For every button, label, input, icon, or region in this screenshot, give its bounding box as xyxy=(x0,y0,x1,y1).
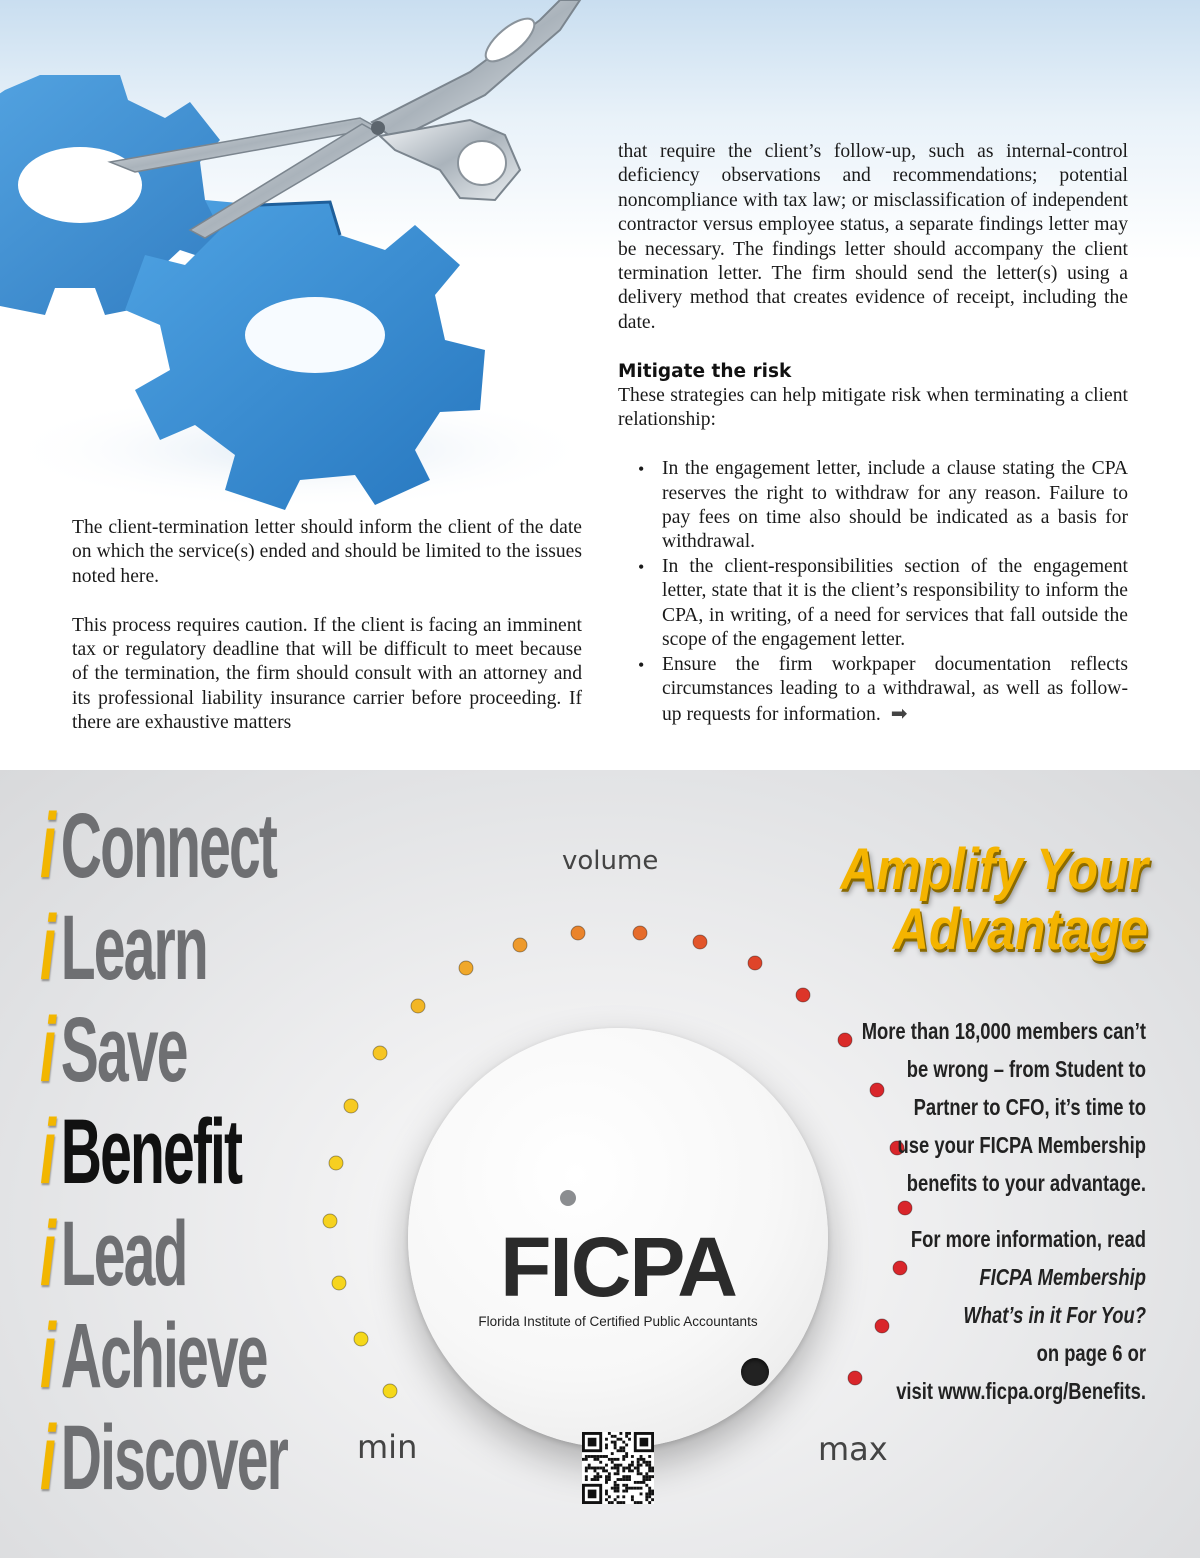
bullet-icon: • xyxy=(638,654,645,675)
ad-headline xyxy=(632,837,1148,962)
info-line: FICPA Membership xyxy=(979,1264,1146,1290)
dial-dot xyxy=(459,961,473,975)
headline-line: Advantage xyxy=(892,897,1148,962)
dial-max-label: max xyxy=(818,1430,888,1468)
info-line: What’s in it For You? xyxy=(963,1302,1146,1328)
article-paragraph: that require the client’s follow-up, such as internal-control deficiency observations and recommendations; potential noncompliance with tax law; or misclassification of independent contractor versus employee status, a separate findings letter may be necessary. The findings letter should accompany the client termination letter. The firm should send the letter(s) using a delivery method that creates evidence of receipt, including the date. xyxy=(618,141,1128,333)
bullet-icon: • xyxy=(638,556,645,577)
dial-dot xyxy=(796,988,810,1002)
info-paragraph xyxy=(762,1220,1146,1410)
gears-scissors-illustration xyxy=(0,0,600,520)
info-line: For more information, read xyxy=(910,1226,1146,1252)
dial-dot xyxy=(354,1332,368,1346)
i-word-benefit: i Benefit xyxy=(40,1101,242,1203)
list-item xyxy=(618,653,1128,728)
dial-dot xyxy=(571,926,585,940)
i-letter: i xyxy=(40,897,55,999)
i-word-achieve: i Achieve xyxy=(40,1305,267,1407)
ficpa-advertisement xyxy=(0,770,1200,1558)
section-heading: Mitigate the risk xyxy=(618,360,792,382)
promo-paragraph xyxy=(762,1012,1146,1202)
dial-dot xyxy=(383,1384,397,1398)
dial-dot xyxy=(332,1276,346,1290)
i-word-discover: i Discover xyxy=(40,1407,287,1509)
ad-promo-text xyxy=(762,1012,1146,1410)
qr-code[interactable] xyxy=(582,1432,654,1504)
list-item xyxy=(618,457,1128,555)
list-item-text: Ensure the firm workpaper documentation reflects circumstances leading to a withdrawal, as well as follow-up requests for information. xyxy=(662,653,1128,726)
dial-dot xyxy=(323,1214,337,1228)
benefits-url[interactable]: visit www.ficpa.org/Benefits. xyxy=(896,1378,1146,1404)
ficpa-logo-subtitle: Florida Institute of Certified Public Accountants xyxy=(478,1314,758,1329)
logo-i-dot xyxy=(560,1190,576,1206)
article-left-column xyxy=(72,516,582,736)
article-paragraph: The client-termination letter should inform the client of the date on which the service(s) ended and should be limited to the issues noted here. xyxy=(72,517,582,587)
promo-line: be wrong – from Student to xyxy=(906,1056,1146,1082)
i-word-save: i Save xyxy=(40,999,187,1101)
ficpa-logo-text: FICPA xyxy=(500,1220,736,1314)
i-letter: i xyxy=(40,1101,55,1203)
headline-line: Amplify Your xyxy=(840,837,1148,902)
promo-line: use your FICPA Membership xyxy=(897,1132,1146,1158)
dial-min-label: min xyxy=(357,1428,418,1466)
promo-line: Partner to CFO, it’s time to xyxy=(913,1094,1146,1120)
list-item-text: In the client-responsibilities section of the engagement letter, state that it is the client’s responsibility to inform the CPA, in writing, of a need for services that fall outside the scope of the engagement letter. xyxy=(662,555,1128,651)
i-word-lead: i Lead xyxy=(40,1203,187,1305)
arrow-right-icon[interactable]: ➡ xyxy=(890,701,908,726)
article-right-column xyxy=(618,140,1128,728)
article-page xyxy=(0,0,1200,770)
i-letter: i xyxy=(40,1203,55,1305)
i-word-connect: i Connect xyxy=(40,795,276,897)
dial-dot xyxy=(411,999,425,1013)
dial-dot xyxy=(513,938,527,952)
dial-dot xyxy=(329,1156,343,1170)
i-word-learn: i Learn xyxy=(40,897,207,999)
dial-volume-label: volume xyxy=(562,846,659,876)
promo-line: benefits to your advantage. xyxy=(906,1170,1146,1196)
bullet-icon: • xyxy=(638,459,645,480)
list-item-text: In the engagement letter, include a clause stating the CPA reserves the right to withdraw for any reason. Failure to pay fees on time also should be indicated as a basis for withdrawal. xyxy=(662,458,1128,553)
i-letter: i xyxy=(40,795,55,897)
info-line: on page 6 or xyxy=(1036,1340,1146,1366)
dial-dot xyxy=(373,1046,387,1060)
promo-line: More than 18,000 members can’t xyxy=(861,1018,1146,1044)
article-paragraph: This process requires caution. If the client is facing an imminent tax or regulatory deadline that will be difficult to meet because of the termination, the firm should consult with an attorney and its professional liability insurance carrier before proceeding. If there are exhaustive matters xyxy=(72,614,582,734)
strategy-list xyxy=(618,457,1128,727)
article-paragraph: These strategies can help mitigate risk when terminating a client relationship: xyxy=(618,385,1128,431)
i-letter: i xyxy=(40,999,55,1101)
i-letter: i xyxy=(40,1305,55,1407)
list-item xyxy=(618,555,1128,653)
dial-dot xyxy=(344,1099,358,1113)
i-letter: i xyxy=(40,1407,55,1509)
